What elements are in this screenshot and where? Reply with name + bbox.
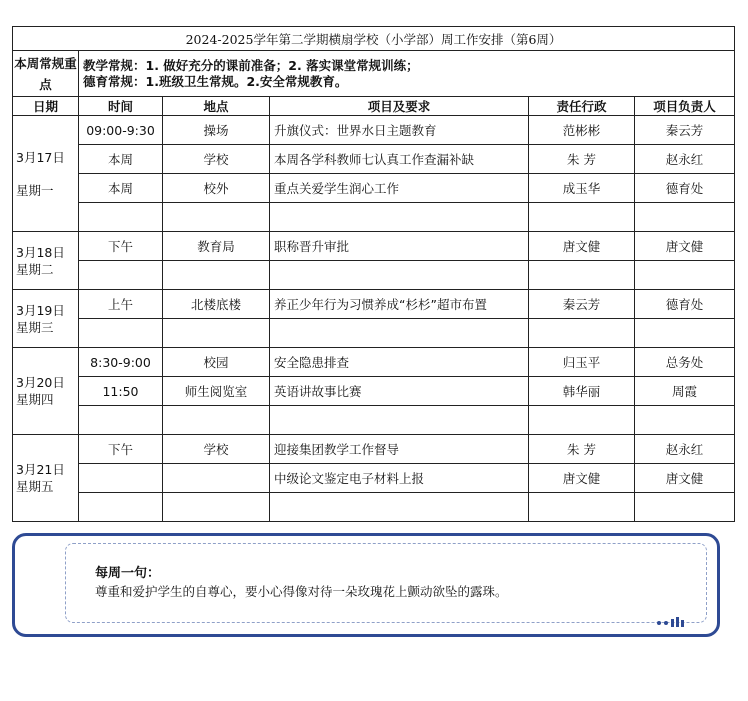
table-row <box>13 290 735 319</box>
cell-admin: 朱 芳 <box>529 435 635 464</box>
table-row <box>13 377 735 406</box>
cell-admin: 成玉华 <box>529 174 635 203</box>
cell-time: 09:00-9:30 <box>79 116 163 145</box>
cell-admin: 唐文健 <box>529 232 635 261</box>
table-row-empty <box>13 493 735 522</box>
day-cell-thursday <box>13 348 79 435</box>
header-row <box>13 97 735 116</box>
cell-place <box>163 464 270 493</box>
table-row <box>13 116 735 145</box>
header-time: 时间 <box>79 97 163 116</box>
cell-owner: 赵永红 <box>635 145 735 174</box>
header-place: 地点 <box>163 97 270 116</box>
day-weekday: 星期二 <box>16 261 54 277</box>
cell-item: 升旗仪式：世界水日主题教育 <box>270 116 529 145</box>
table-row <box>13 348 735 377</box>
table-row <box>13 145 735 174</box>
cell-admin: 唐文健 <box>529 464 635 493</box>
day-cell-monday <box>13 116 79 232</box>
weekly-focus-content <box>79 51 735 97</box>
day-weekday: 星期五 <box>16 479 54 494</box>
cell-place: 北楼底楼 <box>163 290 270 319</box>
day-weekday: 星期三 <box>16 319 54 335</box>
quote-text: 尊重和爱护学生的自尊心，要小心得像对待一朵玫瑰花上颤动欲坠的露珠。 <box>95 584 508 599</box>
cell-item: 养正少年行为习惯养成“杉杉”超市布置 <box>270 290 529 319</box>
cell-place: 师生阅览室 <box>163 377 270 406</box>
cell-item: 职称晋升审批 <box>270 232 529 261</box>
table-row <box>13 232 735 261</box>
day-date: 3月20日 <box>16 375 65 390</box>
cell-item: 本周各学科教师七认真工作查漏补缺 <box>270 145 529 174</box>
day-cell-tuesday <box>13 232 79 290</box>
table-row-empty <box>13 203 735 232</box>
cell-owner: 德育处 <box>635 290 735 319</box>
focus-teaching-line: 教学常规：1. 做好充分的课前准备；2. 落实课堂常规训练； <box>83 57 419 73</box>
cell-item: 迎接集团教学工作督导 <box>270 435 529 464</box>
quote-title: 每周一句： <box>95 566 161 581</box>
focus-moral-line: 德育常规：1.班级卫生常规。2.安全常规教育。 <box>83 73 348 89</box>
cell-owner: 总务处 <box>635 348 735 377</box>
cell-place: 校外 <box>163 174 270 203</box>
cell-time: 本周 <box>79 145 163 174</box>
signal-dots-icon <box>655 616 695 630</box>
weekly-schedule-table <box>12 26 735 522</box>
cell-owner: 德育处 <box>635 174 735 203</box>
table-row <box>13 174 735 203</box>
cell-item: 英语讲故事比赛 <box>270 377 529 406</box>
table-row <box>13 464 735 493</box>
header-admin: 责任行政 <box>529 97 635 116</box>
cell-admin: 秦云芳 <box>529 290 635 319</box>
table-row <box>13 435 735 464</box>
cell-admin: 归玉平 <box>529 348 635 377</box>
cell-time: 下午 <box>79 435 163 464</box>
day-date: 3月21日 <box>16 462 65 477</box>
cell-admin: 朱 芳 <box>529 145 635 174</box>
cell-time <box>79 464 163 493</box>
cell-place: 学校 <box>163 145 270 174</box>
weekly-focus-label: 本周常规重点 <box>13 51 79 97</box>
cell-time: 8:30-9:00 <box>79 348 163 377</box>
cell-time: 下午 <box>79 232 163 261</box>
table-row-empty <box>13 261 735 290</box>
cell-item: 中级论文鉴定电子材料上报 <box>270 464 529 493</box>
table-row-empty <box>13 406 735 435</box>
cell-owner: 秦云芳 <box>635 116 735 145</box>
header-item: 项目及要求 <box>270 97 529 116</box>
cell-owner: 赵永红 <box>635 435 735 464</box>
cell-place: 学校 <box>163 435 270 464</box>
table-row-empty <box>13 319 735 348</box>
day-date: 3月17日 <box>16 149 65 165</box>
cell-item: 安全隐患排查 <box>270 348 529 377</box>
day-cell-wednesday <box>13 290 79 348</box>
cell-place: 操场 <box>163 116 270 145</box>
cell-time: 上午 <box>79 290 163 319</box>
cell-owner: 唐文健 <box>635 464 735 493</box>
schedule-title: 2024-2025学年第二学期横扇学校（小学部）周工作安排（第6周） <box>13 27 735 51</box>
header-date: 日期 <box>13 97 79 116</box>
cell-place: 教育局 <box>163 232 270 261</box>
cell-time: 本周 <box>79 174 163 203</box>
cell-admin: 范彬彬 <box>529 116 635 145</box>
day-date: 3月19日 <box>16 302 65 318</box>
day-weekday: 星期四 <box>16 392 54 407</box>
cell-place: 校园 <box>163 348 270 377</box>
cell-owner: 唐文健 <box>635 232 735 261</box>
cell-owner: 周霞 <box>635 377 735 406</box>
weekly-quote-card <box>12 533 720 637</box>
cell-admin: 韩华丽 <box>529 377 635 406</box>
header-owner: 项目负责人 <box>635 97 735 116</box>
day-date: 3月18日 <box>16 244 65 260</box>
day-weekday: 星期一 <box>16 182 54 198</box>
day-cell-friday <box>13 435 79 522</box>
cell-time: 11:50 <box>79 377 163 406</box>
cell-item: 重点关爱学生润心工作 <box>270 174 529 203</box>
